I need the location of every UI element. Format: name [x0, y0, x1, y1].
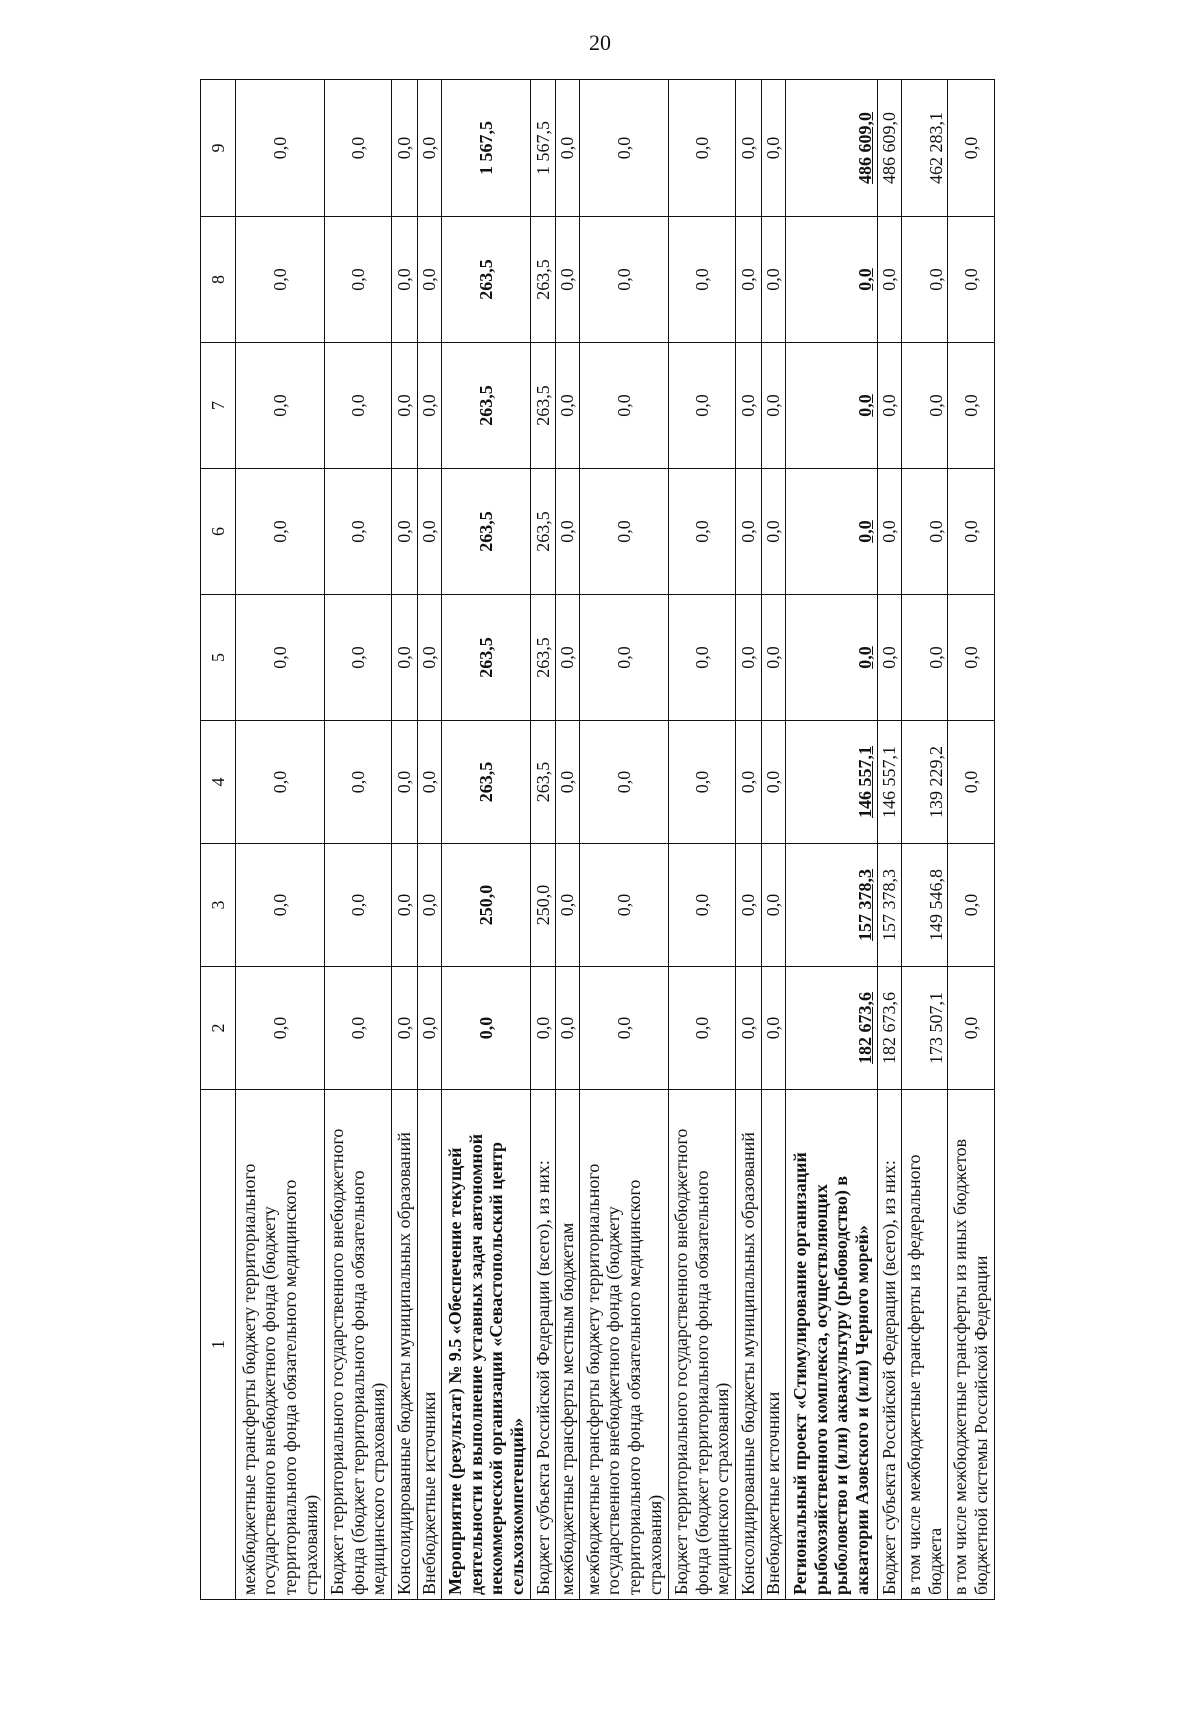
value-cell: 0,0: [325, 595, 392, 721]
value-cell: 263,5: [531, 721, 555, 844]
table-row: [555, 80, 579, 1600]
value-cell: 0,0: [391, 343, 417, 469]
value-cell: 0,0: [762, 721, 786, 844]
row-label: Мероприятие (результат) № 9.5 «Обеспечение текущей деятельности и выполнение уставных задач автономной некоммерческой организации «Севастопольский центр сельхозкомпетенций»: [442, 1090, 531, 1600]
value-cell: 0,0: [555, 469, 579, 595]
value-cell: 0,0: [391, 844, 417, 967]
value-cell: 0,0: [948, 80, 995, 217]
value-cell: 0,0: [580, 343, 669, 469]
value-cell: 0,0: [762, 80, 786, 217]
value-cell: 173 507,1: [901, 967, 948, 1090]
value-cell: 0,0: [325, 721, 392, 844]
value-cell: 0,0: [669, 217, 736, 343]
value-cell: 0,0: [555, 80, 579, 217]
value-cell: 263,5: [442, 595, 531, 721]
budget-table: [200, 79, 995, 1600]
value-cell: 0,0: [762, 343, 786, 469]
table-row-project: [786, 80, 877, 1600]
row-label: Консолидированные бюджеты муниципальных образований: [391, 1090, 417, 1600]
value-cell: 0,0: [948, 844, 995, 967]
value-cell: 0,0: [786, 343, 877, 469]
table-row: [236, 80, 325, 1600]
value-cell: 0,0: [325, 80, 392, 217]
value-cell: 0,0: [735, 967, 761, 1090]
value-cell: 0,0: [236, 80, 325, 217]
value-cell: 0,0: [236, 343, 325, 469]
value-cell: 0,0: [877, 343, 901, 469]
table-row: [418, 80, 442, 1600]
row-label: Региональный проект «Стимулирование организаций рыбохозяйственного комплекса, осуществляющих рыболовство и (или) аквакультуру (рыбоводство) в акватории Азовского и (или) Черного морей»: [786, 1090, 877, 1600]
value-cell: 0,0: [236, 967, 325, 1090]
value-cell: 1 567,5: [531, 80, 555, 217]
value-cell: 0,0: [418, 721, 442, 844]
header-cell: 6: [201, 469, 236, 595]
value-cell: 0,0: [948, 967, 995, 1090]
value-cell: 0,0: [418, 343, 442, 469]
value-cell: 0,0: [555, 595, 579, 721]
value-cell: 0,0: [391, 469, 417, 595]
value-cell: 263,5: [442, 217, 531, 343]
value-cell: 250,0: [531, 844, 555, 967]
value-cell: 0,0: [762, 595, 786, 721]
value-cell: 0,0: [786, 469, 877, 595]
value-cell: 0,0: [391, 595, 417, 721]
value-cell: 0,0: [762, 967, 786, 1090]
value-cell: 263,5: [531, 595, 555, 721]
header-cell: 1: [201, 1090, 236, 1600]
value-cell: 0,0: [669, 343, 736, 469]
table-row: [531, 80, 555, 1600]
value-cell: 486 609,0: [786, 80, 877, 217]
header-cell: 7: [201, 343, 236, 469]
value-cell: 0,0: [735, 343, 761, 469]
header-row: [201, 80, 236, 1600]
value-cell: 0,0: [762, 469, 786, 595]
table-row: [762, 80, 786, 1600]
value-cell: 263,5: [442, 469, 531, 595]
value-cell: 0,0: [762, 217, 786, 343]
value-cell: 0,0: [735, 844, 761, 967]
value-cell: 0,0: [418, 217, 442, 343]
value-cell: 263,5: [442, 343, 531, 469]
value-cell: 146 557,1: [786, 721, 877, 844]
value-cell: 0,0: [325, 967, 392, 1090]
value-cell: 0,0: [236, 217, 325, 343]
row-label: межбюджетные трансферты местным бюджетам: [555, 1090, 579, 1600]
row-label: межбюджетные трансферты бюджету территориального государственного внебюджетного фонда (бюджету территориального фонда обязательного медицинского страхования): [236, 1090, 325, 1600]
header-cell: 5: [201, 595, 236, 721]
row-label: Консолидированные бюджеты муниципальных образований: [735, 1090, 761, 1600]
header-cell: 3: [201, 844, 236, 967]
value-cell: 146 557,1: [877, 721, 901, 844]
value-cell: 263,5: [531, 469, 555, 595]
value-cell: 0,0: [877, 595, 901, 721]
value-cell: 0,0: [580, 967, 669, 1090]
value-cell: 0,0: [735, 80, 761, 217]
value-cell: 0,0: [325, 844, 392, 967]
value-cell: 0,0: [580, 80, 669, 217]
value-cell: 0,0: [418, 967, 442, 1090]
row-label: Бюджет территориального государственного внебюджетного фонда (бюджет территориального фонда обязательного медицинского страхования): [325, 1090, 392, 1600]
value-cell: 263,5: [531, 217, 555, 343]
value-cell: 0,0: [735, 595, 761, 721]
value-cell: 0,0: [580, 721, 669, 844]
table-row: [948, 80, 995, 1600]
value-cell: 0,0: [555, 721, 579, 844]
value-cell: 0,0: [442, 967, 531, 1090]
value-cell: 0,0: [325, 469, 392, 595]
value-cell: 263,5: [531, 343, 555, 469]
value-cell: 0,0: [555, 967, 579, 1090]
value-cell: 0,0: [901, 595, 948, 721]
value-cell: 0,0: [669, 469, 736, 595]
table-row: [877, 80, 901, 1600]
table-row: [391, 80, 417, 1600]
value-cell: 0,0: [580, 217, 669, 343]
value-cell: 0,0: [762, 844, 786, 967]
rotated-table-container: [200, 80, 995, 1600]
value-cell: 0,0: [901, 469, 948, 595]
value-cell: 149 546,8: [901, 844, 948, 967]
row-label: Внебюджетные источники: [762, 1090, 786, 1600]
value-cell: 0,0: [948, 469, 995, 595]
header-cell: 9: [201, 80, 236, 217]
value-cell: 0,0: [669, 80, 736, 217]
header-cell: 2: [201, 967, 236, 1090]
value-cell: 0,0: [531, 967, 555, 1090]
table-row: [735, 80, 761, 1600]
value-cell: 0,0: [418, 595, 442, 721]
value-cell: 0,0: [236, 844, 325, 967]
value-cell: 0,0: [391, 967, 417, 1090]
row-label: в том числе межбюджетные трансферты из федерального бюджета: [901, 1090, 948, 1600]
value-cell: 0,0: [236, 721, 325, 844]
header-cell: 8: [201, 217, 236, 343]
value-cell: 0,0: [418, 80, 442, 217]
row-label: в том числе межбюджетные трансферты из иных бюджетов бюджетной системы Российской Федерации: [948, 1090, 995, 1600]
value-cell: 0,0: [735, 217, 761, 343]
value-cell: 0,0: [669, 721, 736, 844]
value-cell: 0,0: [391, 80, 417, 217]
value-cell: 0,0: [325, 343, 392, 469]
value-cell: 0,0: [580, 469, 669, 595]
value-cell: 0,0: [735, 469, 761, 595]
table-row-event: [442, 80, 531, 1600]
value-cell: 0,0: [236, 595, 325, 721]
value-cell: 0,0: [948, 595, 995, 721]
value-cell: 0,0: [948, 343, 995, 469]
value-cell: 0,0: [786, 217, 877, 343]
table-row: [325, 80, 392, 1600]
header-cell: 4: [201, 721, 236, 844]
value-cell: 486 609,0: [877, 80, 901, 217]
value-cell: 0,0: [555, 217, 579, 343]
value-cell: 0,0: [391, 721, 417, 844]
row-label: Бюджет субъекта Российской Федерации (всего), из них:: [877, 1090, 901, 1600]
value-cell: 0,0: [669, 844, 736, 967]
row-label: межбюджетные трансферты бюджету территориального государственного внебюджетного фонда (бюджету территориального фонда обязательного медицинского страхования): [580, 1090, 669, 1600]
value-cell: 0,0: [391, 217, 417, 343]
value-cell: 0,0: [669, 595, 736, 721]
row-label: Бюджет территориального государственного внебюджетного фонда (бюджет территориального фонда обязательного медицинского страхования): [669, 1090, 736, 1600]
value-cell: 157 378,3: [786, 844, 877, 967]
value-cell: 0,0: [418, 844, 442, 967]
value-cell: 0,0: [325, 217, 392, 343]
row-label: Бюджет субъекта Российской Федерации (всего), из них:: [531, 1090, 555, 1600]
table-row: [580, 80, 669, 1600]
value-cell: 1 567,5: [442, 80, 531, 217]
value-cell: 0,0: [418, 469, 442, 595]
value-cell: 182 673,6: [877, 967, 901, 1090]
value-cell: 0,0: [580, 595, 669, 721]
value-cell: 0,0: [948, 721, 995, 844]
value-cell: 0,0: [735, 721, 761, 844]
value-cell: 0,0: [236, 469, 325, 595]
value-cell: 139 229,2: [901, 721, 948, 844]
value-cell: 182 673,6: [786, 967, 877, 1090]
value-cell: 263,5: [442, 721, 531, 844]
value-cell: 250,0: [442, 844, 531, 967]
value-cell: 462 283,1: [901, 80, 948, 217]
value-cell: 0,0: [901, 343, 948, 469]
value-cell: 0,0: [555, 844, 579, 967]
value-cell: 0,0: [877, 217, 901, 343]
value-cell: 157 378,3: [877, 844, 901, 967]
rotated-table-frame: [200, 80, 995, 1600]
table-row: [901, 80, 948, 1600]
value-cell: 0,0: [555, 343, 579, 469]
value-cell: 0,0: [786, 595, 877, 721]
page-number: 20: [589, 30, 611, 55]
value-cell: 0,0: [580, 844, 669, 967]
table-row: [669, 80, 736, 1600]
value-cell: 0,0: [901, 217, 948, 343]
value-cell: 0,0: [948, 217, 995, 343]
row-label: Внебюджетные источники: [418, 1090, 442, 1600]
value-cell: 0,0: [877, 469, 901, 595]
value-cell: 0,0: [669, 967, 736, 1090]
